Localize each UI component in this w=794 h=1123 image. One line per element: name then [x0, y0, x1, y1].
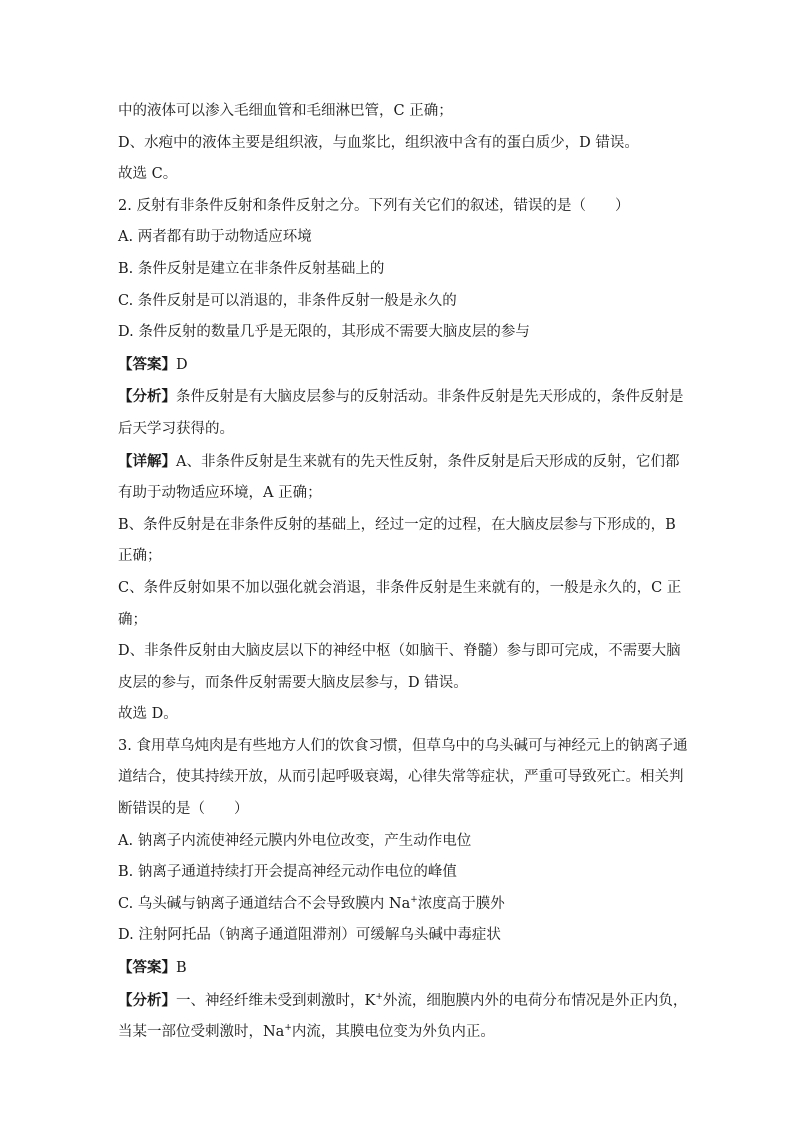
text-line: D、非条件反射由大脑皮层以下的神经中枢（如脑干、脊髓）参与即可完成，不需要大脑: [118, 643, 681, 660]
answer-line: 【答案】D: [118, 355, 188, 373]
analysis-label: 【分析】: [118, 388, 176, 406]
text-line: 正确；: [118, 548, 162, 565]
superscript-plus: +: [375, 991, 383, 1002]
option-a: A. 两者都有助于动物适应环境: [118, 229, 312, 246]
text-line: D、水疱中的液体主要是组织液，与血浆比，组织液中含有的蛋白质少，D 错误。: [118, 134, 639, 151]
text-line: 故选 C。: [118, 166, 178, 183]
option-b: B. 钠离子通道持续打开会提高神经元动作电位的峰值: [118, 864, 457, 881]
question-2-stem: 2. 反射有非条件反射和条件反射之分。下列有关它们的叙述，错误的是（ ）: [118, 197, 630, 214]
text-line: B、条件反射是在非条件反射的基础上，经过一定的过程，在大脑皮层参与下形成的，B: [118, 516, 676, 533]
text-line: 断错误的是（ ）: [118, 801, 249, 818]
option-a: A. 钠离子内流使神经元膜内外电位改变，产生动作电位: [118, 832, 472, 849]
document-page: [118, 96, 688, 1049]
explanation-label: 【详解】: [118, 452, 176, 470]
text-line: 后天学习获得的。: [118, 420, 234, 437]
text-line: 故选 D。: [118, 706, 178, 723]
analysis-label: 【分析】: [118, 991, 176, 1009]
text-line: 皮层的参与，而条件反射需要大脑皮层参与，D 错误。: [118, 674, 468, 691]
explanation-line: 【详解】A、非条件反射是生来就有的先天性反射，条件反射是后天形成的反射，它们都: [118, 452, 680, 470]
text-line: 确；: [118, 611, 147, 628]
analysis-line: 【分析】条件反射是有大脑皮层参与的反射活动。非条件反射是先天形成的，条件反射是: [118, 388, 684, 406]
answer-label: 【答案】: [118, 959, 176, 977]
answer-label: 【答案】: [118, 355, 176, 373]
option-c: C. 条件反射是可以消退的，非条件反射一般是永久的: [118, 292, 457, 309]
option-d: D. 注射阿托品（钠离子通道阻滞剂）可缓解乌头碱中毒症状: [118, 927, 501, 944]
text-line: 道结合，使其持续开放，从而引起呼吸衰竭，心律失常等症状，严重可导致死亡。相关判: [118, 769, 684, 786]
option-c: C. 乌头碱与钠离子通道结合不会导致膜内 Na+浓度高于膜外: [118, 895, 505, 912]
text-line: C、条件反射如果不加以强化就会消退，非条件反射是生来就有的，一般是永久的，C 正: [118, 579, 682, 596]
analysis-line: 【分析】一、神经纤维未受到刺激时，K+外流，细胞膜内外的电荷分布情况是外正内负，: [118, 991, 688, 1009]
option-b: B. 条件反射是建立在非条件反射基础上的: [118, 260, 385, 277]
question-3-stem: 3. 食用草乌炖肉是有些地方人们的饮食习惯，但草乌中的乌头碱可与神经元上的钠离子通: [118, 737, 688, 754]
superscript-plus: +: [410, 895, 418, 906]
answer-line: 【答案】B: [118, 959, 187, 977]
option-d: D. 条件反射的数量几乎是无限的，其形成不需要大脑皮层的参与: [118, 324, 530, 341]
text-line: 有助于动物适应环境，A 正确；: [118, 485, 322, 502]
text-line: 中的液体可以渗入毛细血管和毛细淋巴管，C 正确；: [118, 103, 453, 119]
text-line: 当某一部位受刺激时，Na+内流，其膜电位变为外负内正。: [118, 1023, 495, 1041]
superscript-plus: +: [284, 1023, 292, 1034]
